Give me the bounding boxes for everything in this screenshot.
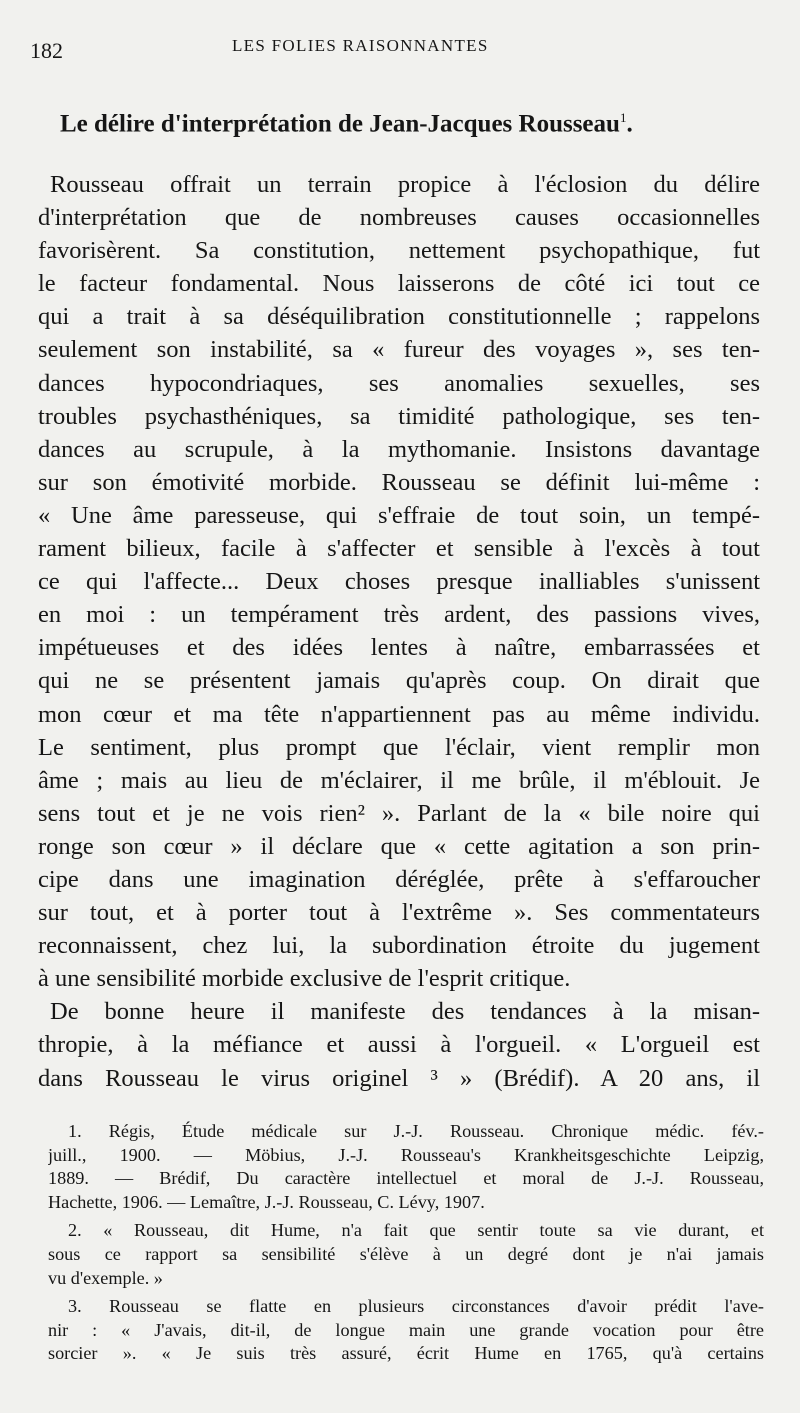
body-line: seulement son instabilité, sa « fureur des voyages », ses ten- (38, 336, 760, 364)
section-title: Le délire d'interprétation de Jean-Jacques Rousseau (60, 110, 620, 138)
body-line: troubles psychasthéniques, sa timidité pathologique, ses ten- (38, 402, 760, 430)
body-line: à une sensibilité morbide exclusive de l'esprit critique. (38, 965, 571, 993)
body-line: reconnaissent, chez lui, la subordination étroite du jugement (38, 932, 760, 960)
body-line: en moi : un tempérament très ardent, des passions vives, (38, 601, 760, 629)
body-line: qui ne se présentent jamais qu'après coup. On dirait que (38, 667, 760, 695)
body-line: d'interprétation que de nombreuses causes occasionnelles (38, 204, 760, 232)
running-head: LES FOLIES RAISONNANTES (232, 36, 489, 55)
body-line: sur son émotivité morbide. Rousseau se définit lui-même : (38, 468, 760, 496)
footnote-line: sorcier ». « Je suis très assuré, écrit Hume en 1765, qu'à certains (48, 1343, 764, 1364)
body-line: Le sentiment, plus prompt que l'éclair, vient remplir mon (38, 733, 760, 761)
body-line: De bonne heure il manifeste des tendances à la misan- (50, 998, 760, 1026)
body-line: âme ; mais au lieu de m'éclairer, il me brûle, il m'éblouit. Je (38, 766, 760, 794)
footnote-line: vu d'exemple. » (48, 1267, 163, 1288)
body-line: dances hypocondriaques, ses anomalies sexuelles, ses (38, 369, 760, 397)
footnote-line: nir : « J'avais, dit-il, de longue main une grande vocation pour être (48, 1319, 764, 1340)
page-number: 182 (30, 38, 63, 63)
body-line: qui a trait à sa déséquilibration constitutionnelle ; rappelons (38, 303, 760, 331)
footnote-line: sous ce rapport sa sensibilité s'élève à un degré dont je n'ai jamais (48, 1243, 764, 1264)
footnote-2 (48, 1219, 764, 1290)
section-title-end: . (626, 110, 633, 138)
body-line: dans Rousseau le virus originel ³ » (Brédif). A 20 ans, il (38, 1064, 760, 1092)
body-line: Rousseau offrait un terrain propice à l'éclosion du délire (50, 171, 760, 198)
footnote-ref-1: 1 (619, 110, 627, 125)
body-line: thropie, à la méfiance et aussi à l'orgueil. « L'orgueil est (38, 1031, 760, 1059)
footnote-line: 3. Rousseau se flatte en plusieurs circonstances d'avoir prédit l'ave- (68, 1296, 764, 1317)
body-line: rament bilieux, facile à s'affecter et sensible à l'excès à tout (38, 535, 760, 563)
body-line: mon cœur et ma tête n'appartiennent pas au même individu. (38, 700, 760, 728)
section-heading (60, 110, 633, 138)
footnotes (48, 1120, 764, 1366)
footnote-3 (48, 1295, 764, 1366)
body-line: ce qui l'affecte... Deux choses presque inalliables s'unissent (38, 568, 760, 596)
body-line: le facteur fondamental. Nous laisserons de côté ici tout ce (38, 270, 760, 298)
footnote-line: 1. Régis, Étude médicale sur J.-J. Rousseau. Chronique médic. fév.- (68, 1121, 764, 1141)
body-line: ronge son cœur » il déclare que « cette agitation a son prin- (38, 832, 760, 860)
body-line: dances au scrupule, à la mythomanie. Insistons davantage (38, 435, 760, 463)
body-line: sur tout, et à porter tout à l'extrême ». Ses commentateurs (38, 899, 760, 927)
body-text (38, 168, 760, 1095)
footnote-1 (48, 1120, 764, 1214)
body-line: cipe dans une imagination déréglée, prête à s'effaroucher (38, 865, 760, 893)
body-line: « Une âme paresseuse, qui s'effraie de tout soin, un tempé- (38, 501, 760, 529)
footnote-line: juill., 1900. — Möbius, J.-J. Rousseau's Krankheitsgeschichte Leipzig, (48, 1144, 764, 1165)
body-line: favorisèrent. Sa constitution, nettement psychopathique, fut (38, 237, 760, 265)
footnote-line: 2. « Rousseau, dit Hume, n'a fait que sentir toute sa vie durant, et (68, 1220, 764, 1241)
footnote-line: Hachette, 1906. — Lemaître, J.-J. Rousseau, C. Lévy, 1907. (48, 1191, 485, 1212)
body-line: sens tout et je ne vois rien² ». Parlant de la « bile noire qui (38, 799, 760, 827)
footnote-line: 1889. — Brédif, Du caractère intellectuel et moral de J.-J. Rousseau, (48, 1168, 764, 1189)
body-line: impétueuses et des idées lentes à naître, embarrassées et (38, 634, 760, 662)
